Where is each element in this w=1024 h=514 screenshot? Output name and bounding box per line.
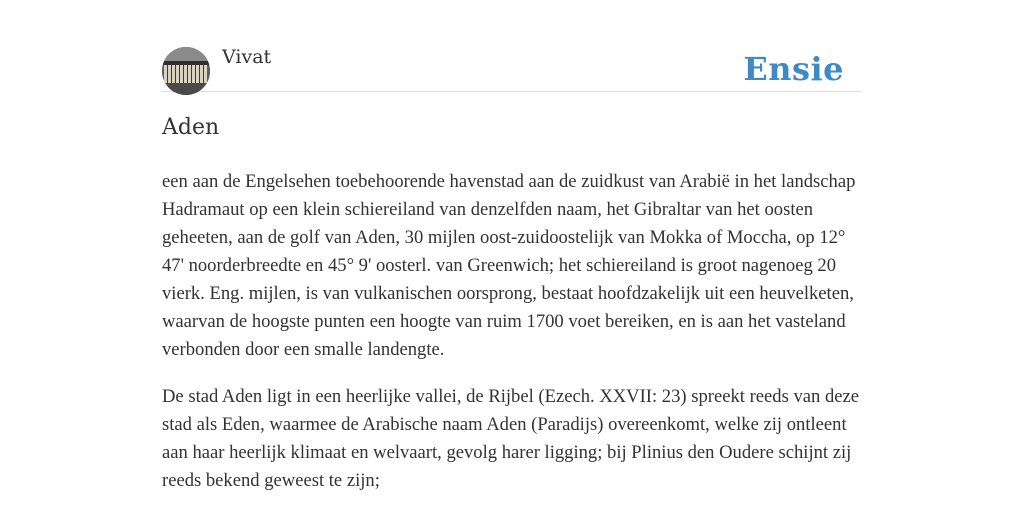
avatar[interactable]	[162, 47, 210, 95]
brand-logo[interactable]: Ensie	[743, 50, 844, 88]
paragraph: een aan de Engelsehen toebehoorende havenstad aan de zuidkust van Arabië in het landschap Hadramaut op een klein schiereiland van denzelfden naam, het Gibraltar van het oosten geheeten, aan de golf van Aden, 30 mijlen oost-zuidoostelijk van Mokka of Moccha, op 12° 47' noorderbreedte en 45° 9' oosterl. van Greenwich; het schiereiland is groot nagenoeg 20 vierk. Eng. mijlen, is van vulkanischen oorsprong, bestaat hoofdzakelijk uit een heuvelketen, waarvan de hoogste punten een hoogte van ruim 1700 voet bereiken, en is aan het vasteland verbonden door een smalle landengte.	[162, 171, 856, 360]
article-body	[162, 168, 862, 514]
books-avatar-icon	[162, 47, 210, 95]
author-name[interactable]: Vivat	[222, 46, 272, 68]
paragraph: De stad Aden ligt in een heerlijke vallei, de Rijbel (Ezech. XXVII: 23) spreekt reeds van deze stad als Eden, waarmee de Arabische naam Aden (Paradijs) overeenkomt, welke zij ontleent aan haar heerlijk klimaat en welvaart, gevolg harer ligging; bij Plinius den Oudere schijnt zij reeds bekend geweest te zijn;	[162, 386, 860, 491]
page-container	[162, 0, 862, 491]
page-title: Aden	[162, 115, 220, 140]
header	[162, 0, 862, 92]
